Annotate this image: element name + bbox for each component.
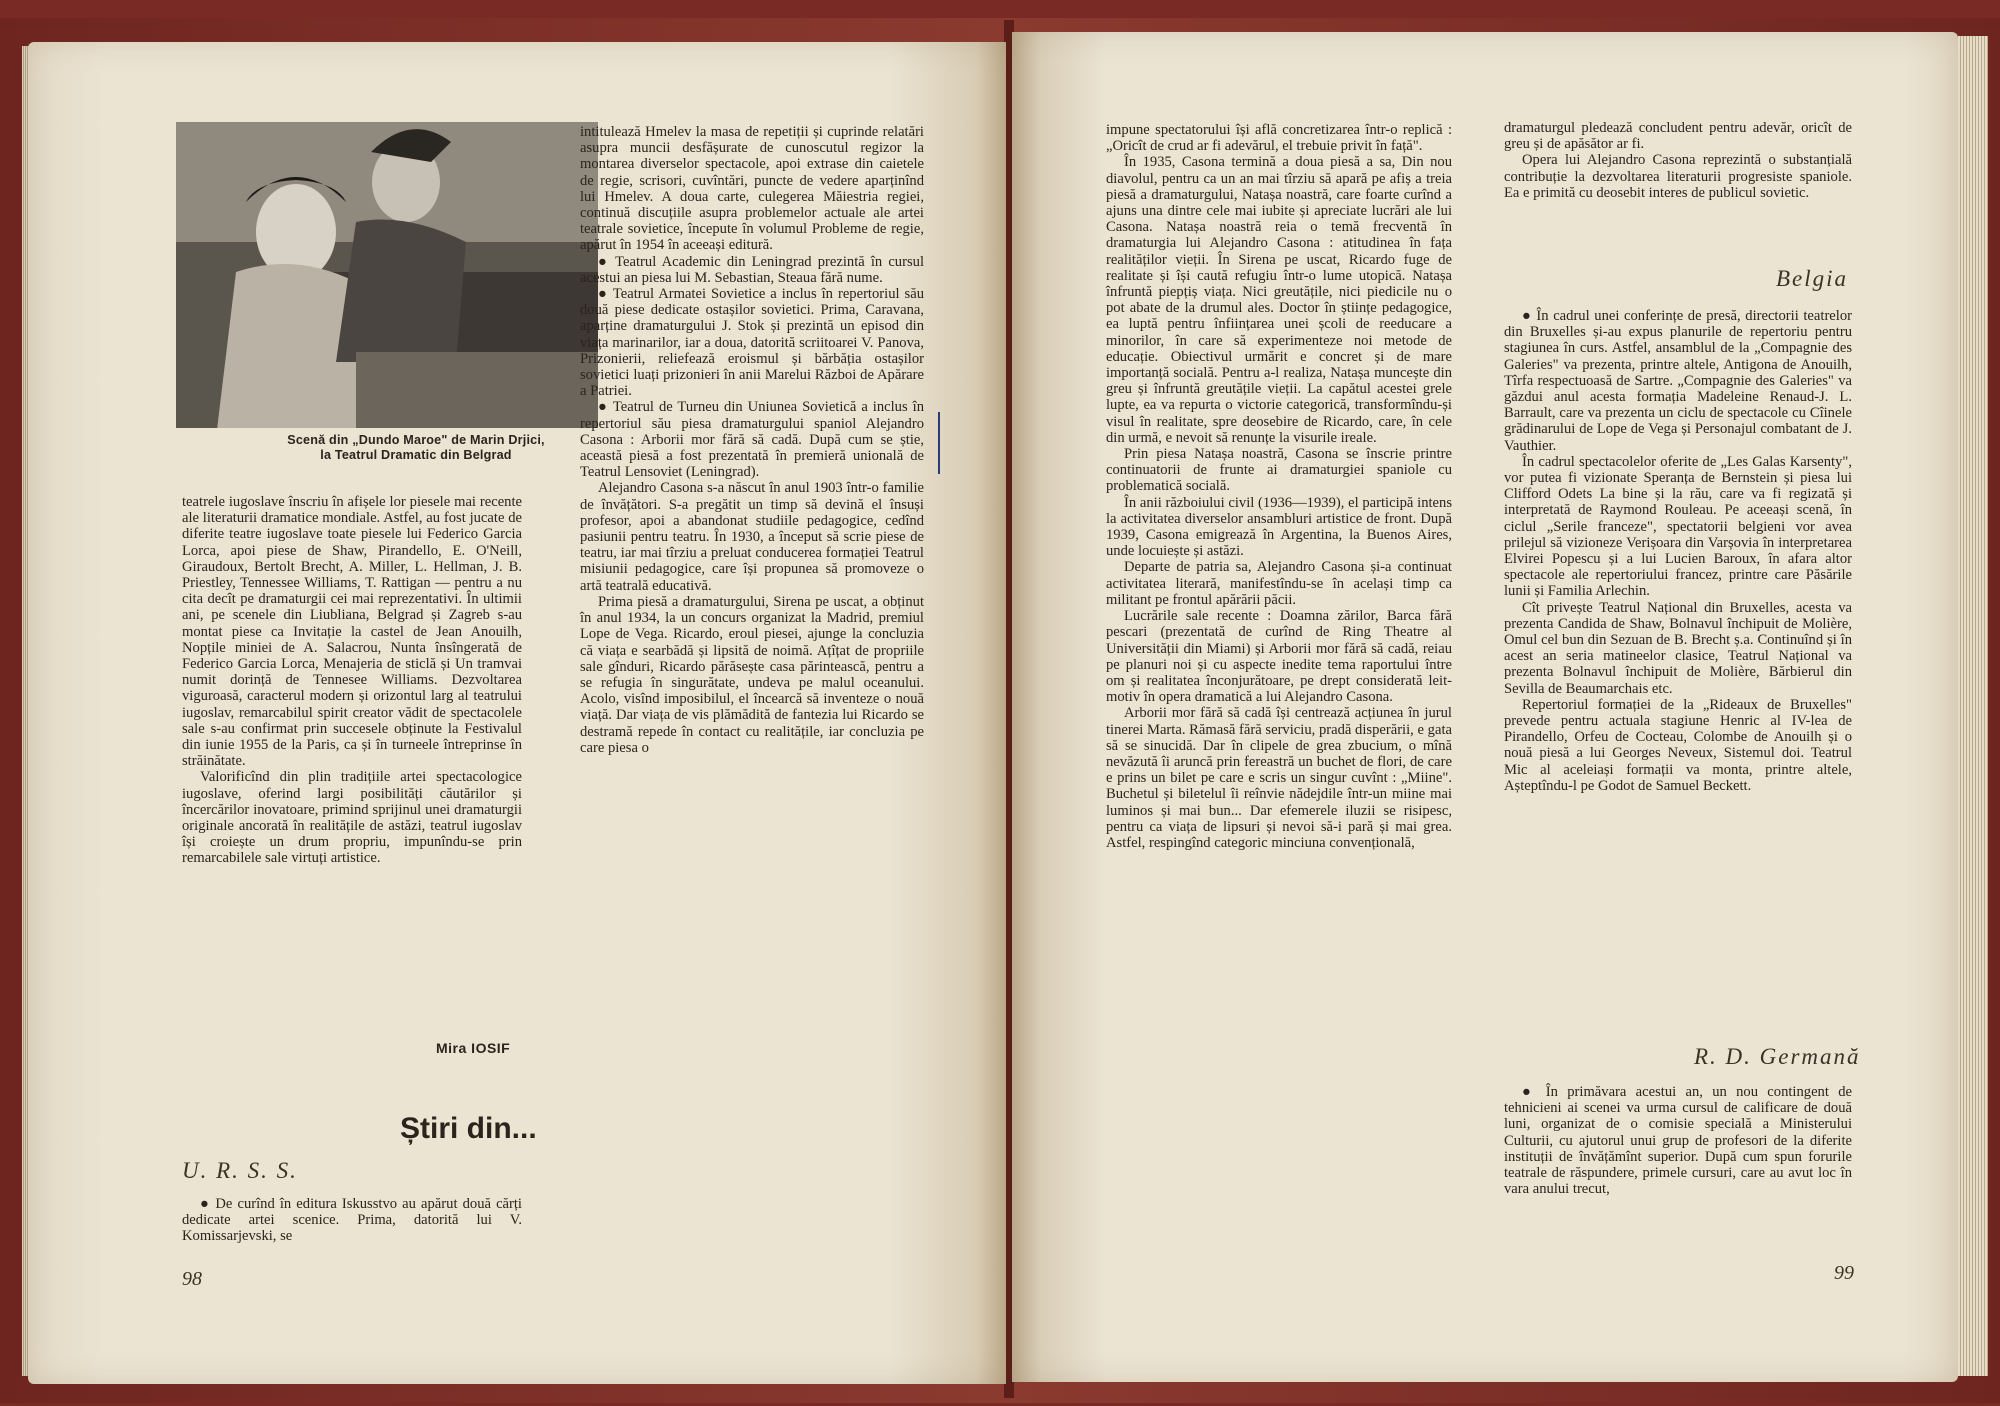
margin-ink-mark [938,412,940,474]
right-col2-top [1504,120,1852,201]
country-heading-rdg: R. D. Germană [1694,1044,1861,1069]
paragraph: În cadrul spectacolelor oferite de „Les Galas Karsenty", vor putea fi vizionate Speranța de Bernstein și piesa lui Clifford Odets La bine și la rău, care va fi regizată și interpretată de Raymond Rouleau. Pe aceeași scenă, în ciclul „Serile franceze", spectatorii belgieni vor avea prilejul să vizioneze Verișoara din Varșovia în interpretarea Elvirei Popescu și a lui Lucien Baroux, în afara altor spectacole ale repertoriului francez, printre care Păsările lunii și Familia Arlechin. [1504,453,1852,600]
country-heading-urss: U. R. S. S. [182,1158,298,1183]
country-heading-belgia: Belgia [1776,266,1849,291]
theatre-scene-photo [176,122,598,428]
paragraph: Repertoriul formației de la „Rideaux de Bruxelles" prevede pentru actuala stagiune Henric al IV-lea de Pirandello, Orfeu de Cocteau, Colombe de Anouilh și o nouă piesă a lui Georges Neveux, Sistemul doi. Teatrul Mic al aceleiași formații va monta, printre altele, Așteptîndu-l pe Godot de Samuel Beckett. [1504,696,1852,794]
rdg-text [1504,1084,1852,1197]
paragraph: Cît privește Teatrul Național din Bruxelles, acesta va prezenta Candida de Shaw, Bolnavul închipuit de Molière, Omul cel bun din Sezuan de B. Brecht ș.a. Continuînd și în acest an seria matineelor clasice, Teatrul Național va prezenta Bolnavul închipuit de Molière, Bărbierul din Sevilla de Beaumarchais etc. [1504,599,1852,697]
paragraph: teatrele iugoslave înscriu în afișele lor piesele mai recente ale literaturii dramatice mondiale. Astfel, au fost jucate de diferite teatre iugoslave toate piesele lui Federico Garcia Lorca, apoi piese de Shaw, Pirandello, E. O'Neill, Giraudoux, Bertolt Brecht, A. Miller, L. Hellman, J. B. Priestley, Tennessee Williams, T. Rattigan — pentru a nu cita decît pe dramaturgii cei mai reprezentativi. În ultimii ani, pe scenele din Liubliana, Belgrad și Zagreb s-au montat piese ca Invitație la castel de Jean Anouilh, Nopțile miniei de A. Salacrou, Nunta însîngerată de Federico Garcia Lorca, Menajeria de sticlă și Un tramvai numit dorință de Tennesee Williams. Dezvoltarea viguroasă, caracterul modern și orizontul larg al teatrului iugoslav, remarcabilul spirit creator vădit de spectacolele sale s-au confirmat prin succesele obținute la Festivalul din iunie 1955 de la Paris, ca și în turneele întreprinse în străinătate. [182,494,522,770]
paragraph: Alejandro Casona s-a născut în anul 1903 într-o familie de învățători. S-a pregătit un timp să devină el însuși profesor, apoi a abandonat studiile pedagogice, cedînd pasiunii pentru teatru. În 1930, a început să scrie piese de teatru, iar mai tîrziu a preluat conducerea formației Teatrul misiunii pedagogice, care își propunea să promoveze o artă teatrală educativă. [580,480,924,594]
paragraph: Opera lui Alejandro Casona reprezintă o substanțială contribuție la dezvoltarea literaturii progresiste spaniole. Ea e primită cu deosebit interes de publicul sovietic. [1504,152,1852,201]
paragraph: intitulează Hmelev la masa de repetiții și cuprinde relatări asupra muncii desfășurate de cunoscutul regizor la montarea diverselor spectacole, apoi extrase din caietele de regie, scrisori, cuvîntări, puncte de vedere aparținînd lui Hmelev. A doua carte, culegerea Măiestria regiei, continuă discuțiile asupra problemelor actuale ale artei teatrale sovietice, începute în volumul Probleme de regie, apărut în 1954 în aceeași editură. [580,124,924,254]
right-col1-text [1106,122,1452,851]
left-col2-text [580,124,924,756]
photo-caption-line2: la Teatrul Dramatic din Belgrad [320,448,512,462]
paragraph: ● Teatrul Armatei Sovietice a inclus în repertoriul său două piese dedicate ostașilor sovietici. Prima, Caravana, aparține dramaturgului J. Stok și prezintă un episod din viața marinarilor, iar a doua, datorită scriitoarei V. Panova, Prizonierii, reliefează eroismul și bărbăția ostașilor sovietici luați prizonieri în anii Marelui Război de Apărare a Patriei. [580,286,924,400]
paragraph: ● În cadrul unei conferințe de presă, directorii teatrelor din Bruxelles și-au expus planurile de repertoriu pentru stagiunea în curs. Astfel, ansamblul de la „Compagnie des Galeries" va prezenta, printre altele, Antigona de Anouilh, Tîrfa respectuoasă de Sartre. „Compagnie des Galeries" va găzdui anul acesta formația Madeleine Renaud-J. L. Barrault, care va prezenta un ciclu de spectacole cu Cîinele grădinarului de Lope de Vega și Personajul combatant de J. Vauthier. [1504,308,1852,454]
paragraph: Arborii mor fără să cadă își centrează acțiunea în jurul tinerei Marta. Rămasă fără serviciu, pradă disperării, e gata să se sinucidă. Dar în clipele de grea zbucium, o mînă nevăzută îi aruncă prin fereastră un buchet de flori, de care e prins un bilet pe care e scris un singur cuvînt : „Miine". Buchetul și biletelul îi reînvie nădejdile într-un miine mai luminos și mai bun... Dar efemerele iluzii se risipesc, pentru ca viața de lipsuri și nevoi să-i pară și mai grea. Astfel, respingînd categoric minciuna convențională, [1106,705,1452,851]
left-col1-text [182,494,522,867]
author-signature: Mira IOSIF [436,1040,511,1056]
paragraph: Lucrările sale recente : Doamna zărilor, Barca fără pescari (prezentată de curînd de Ring Theatre al Universității din Miami) și Arborii mor fără să cadă, reiau pe planuri noi și cu aspecte inedite tema raportului între om și realitatea înconjurătoare, pe drept considerată leit-motiv în opera dramatică a lui Alejandro Casona. [1106,608,1452,706]
paragraph: dramaturgul pledează concludent pentru adevăr, oricît de greu și de apăsător ar fi. [1504,120,1852,153]
paragraph: impune spectatorului își află concretizarea într-o replică : „Oricît de crud ar fi adevărul, el trebuie privit în față". [1106,122,1452,155]
belgia-text [1504,308,1852,794]
photo-caption-line1: Scenă din „Dundo Maroe" de Marin Drjici, [287,433,545,447]
paragraph: ● În primăvara acestui an, un nou contingent de tehnicieni ai scenei va urma cursul de calificare de două luni, organizat de o comisie specială a Ministerului Culturii, cu ajutorul unui grup de profesori de la diferite instituții de învățămînt superior. După cum spun forurile teatrale de răspundere, primele cursuri, care au avut loc în vara anului trecut, [1504,1084,1852,1198]
paragraph: ● De curînd în editura Iskusstvo au apărut două cărți dedicate artei scenice. Prima, datorită lui V. Komissarjevski, se [182,1196,522,1245]
paragraph: În anii războiului civil (1936—1939), el participă intens la activitatea diverselor ansambluri artistice de front. După 1939, Casona emigrează în Argentina, la Buenos Aires, unde locuiește și astăzi. [1106,494,1452,560]
paragraph: Prin piesa Natașa noastră, Casona se înscrie printre continuatorii de frunte ai dramaturgiei spaniole cu problematică socială. [1106,446,1452,495]
page-number-left: 98 [182,1268,202,1290]
paragraph: ● Teatrul Academic din Leningrad prezintă în cursul acestui an piesa lui M. Sebastian, Steaua fără nume. [580,253,924,286]
page-edges-right [1958,36,1988,1376]
page-number-right: 99 [1834,1262,1854,1284]
paragraph: Departe de patria sa, Alejandro Casona și-a continuat activitatea literară, manifestîndu-se în același timp ca militant pe frontul apărării păcii. [1106,559,1452,608]
paragraph: ● Teatrul de Turneu din Uniunea Sovietică a inclus în repertoriul său piesa dramaturgului spaniol Alejandro Casona : Arborii mor fără să cadă. După cum se știe, această piesă a fost prezentată în premieră unională de Teatrul Lensoviet (Leningrad). [580,399,924,481]
photo-caption [232,433,600,463]
urss-intro [182,1196,522,1245]
paragraph: Valorificînd din plin tradițiile artei spectacologice iugoslave, oferind largi posibilități căutărilor și încercărilor inovatoare, primind sprijinul unei dramaturgii originale ancorată în realitățile de astăzi, teatrul iugoslav își croiește un drum propriu, impunîndu-se prin remarcabilele sale virtuți artistice. [182,769,522,867]
section-heading-stiri: Știri din... [400,1112,537,1145]
paragraph: În 1935, Casona termină a doua piesă a sa, Din nou diavolul, pentru ca un an mai tîrziu să apară pe afiș a treia piesă a dramaturgului, Natașa noastră, care foarte curînd a ajuns una dintre cele mai iubite și apreciate lucrări ale lui Casona. Natașa noastră reia o temă frecventă în dramaturgia lui Alejandro Casona : atitudinea în fața realităților vieții. În Sirena pe uscat, Ricardo fuge de realitate și își caută refugiu într-o lume utopică. Natașa înfruntă piepțiș viața. Nici greutățile, nici piedicile nu o pot abate de la drumul ales. Doctor în științe pedagogice, ea luptă pentru înființarea unei școli de reeducare a minorilor, în care să experimenteze noi metode de educație. Obiectivul urmărit e concret și de mare importanță socială. Pentru a-l realiza, Natașa muncește din greu și înfruntă greutățile vieții. La capătul acestei grele lupte, ea va repurta o victorie categorică, transformîndu-și visul în realitate, spre deosebire de Ricardo, care, în cele din urmă, e nevoit să renunțe la visurile ireale. [1106,154,1452,446]
paragraph: Prima piesă a dramaturgului, Sirena pe uscat, a obținut în anul 1934, la un concurs organizat la Madrid, premiul Lope de Vega. Ricardo, eroul piesei, ajunge la concluzia că viața e searbădă și lipsită de noimă. Ațîțat de propriile sale gînduri, Ricardo părăsește casa părintească, pentru a se refugia în singurătate, undeva pe malul oceanului. Acolo, visînd imposibilul, el încearcă să inventeze o nouă viață. Dar viața de vis plămădită de fantezia lui Ricardo se destramă repede în contact cu realitățile, iar concluzia pe care piesa o [580,593,924,756]
